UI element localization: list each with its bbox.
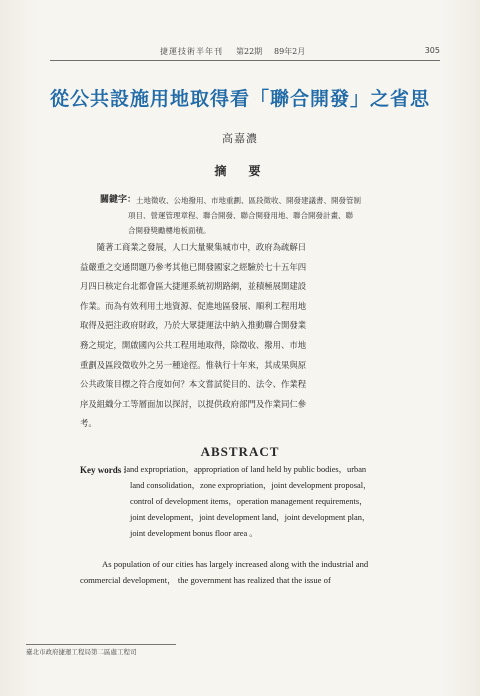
keywords-zh-line: 土地徵收、公地撥用、市地重劃、區段徵收、開發建議書、開發管制 [136, 196, 361, 205]
article-title: 從公共設施用地取得看「聯合開發」之省思 [49, 88, 430, 110]
abstract-zh-line: 取得及挹注政府財政，乃於大眾捷運法中納入推動聯合開發業 [80, 320, 307, 331]
issue-number: 第22期 [236, 47, 263, 56]
abstract-zh-line: 公共政策目標之符合度如何？本文嘗試從目的、法令、作業程 [80, 379, 307, 390]
running-header [50, 44, 440, 61]
abstract-en-line: commercial development， the government has realized that the issue of [80, 575, 331, 585]
keywords-en-line: land expropriation，appropriation of land held by public bodies，urban [124, 465, 367, 474]
abstract-zh-line: 月四日核定台北都會區大捷運系統初期路網，並積極展開建設 [80, 281, 307, 292]
abstract-zh-line: 考。 [80, 418, 97, 429]
page-number: 305 [424, 46, 440, 55]
journal-name: 捷運技術半年刊 [160, 47, 223, 56]
abstract-zh-line: 作業。而為有效利用土地資源、促進地區發展、順利工程用地 [80, 300, 307, 311]
abstract-zh-line: 隨著工商業之發展，人口大量聚集城市中，政府為疏解日 [80, 242, 307, 252]
abstract-zh-line: 重劃及區段徵收外之另一種途徑。惟執行十年來，其成果與原 [80, 359, 307, 370]
keywords-en-line: control of development items，operation management requirements， [130, 497, 368, 506]
keywords-en-line: joint development bonus floor area 。 [130, 529, 258, 538]
abstract-heading-zh: 摘 要 [214, 164, 266, 178]
author-affiliation-footnote: 臺北市政府捷運工程局第二區處工程司 [26, 644, 176, 656]
abstract-en-line: As population of our cities has largely increased along with the industrial and [102, 559, 369, 569]
keywords-zh-line: 合開發獎勵樓地板面積。 [128, 226, 211, 235]
author-name: 高嘉濃 [222, 132, 258, 145]
abstract-zh-line: 益嚴重之交通問題乃參考其他已開發國家之經驗於七十五年四 [80, 261, 307, 272]
keywords-en-label: Key words : [80, 465, 127, 475]
keywords-en-line: land consolidation，zone expropriation，joint development proposal， [130, 481, 372, 490]
issue-date: 89年2月 [274, 47, 306, 56]
abstract-body-zh [80, 238, 416, 434]
abstract-heading-en: ABSTRACT [200, 444, 280, 459]
keywords-zh-label: 關鍵字： [100, 195, 137, 205]
abstract-zh-line: 序及組織分工等層面加以探討，以提供政府部門及作業同仁參 [80, 398, 307, 409]
abstract-body-en [80, 556, 410, 588]
keywords-en-line: joint development，joint development land，joint development plan， [130, 513, 371, 522]
keywords-zh-line: 項目、營運管理章程、聯合開發、聯合開發用地、聯合開發計畫、聯 [128, 211, 353, 220]
abstract-zh-line: 務之規定，開啟國內公共工程用地取得，除徵收、撥用、市地 [80, 339, 307, 350]
